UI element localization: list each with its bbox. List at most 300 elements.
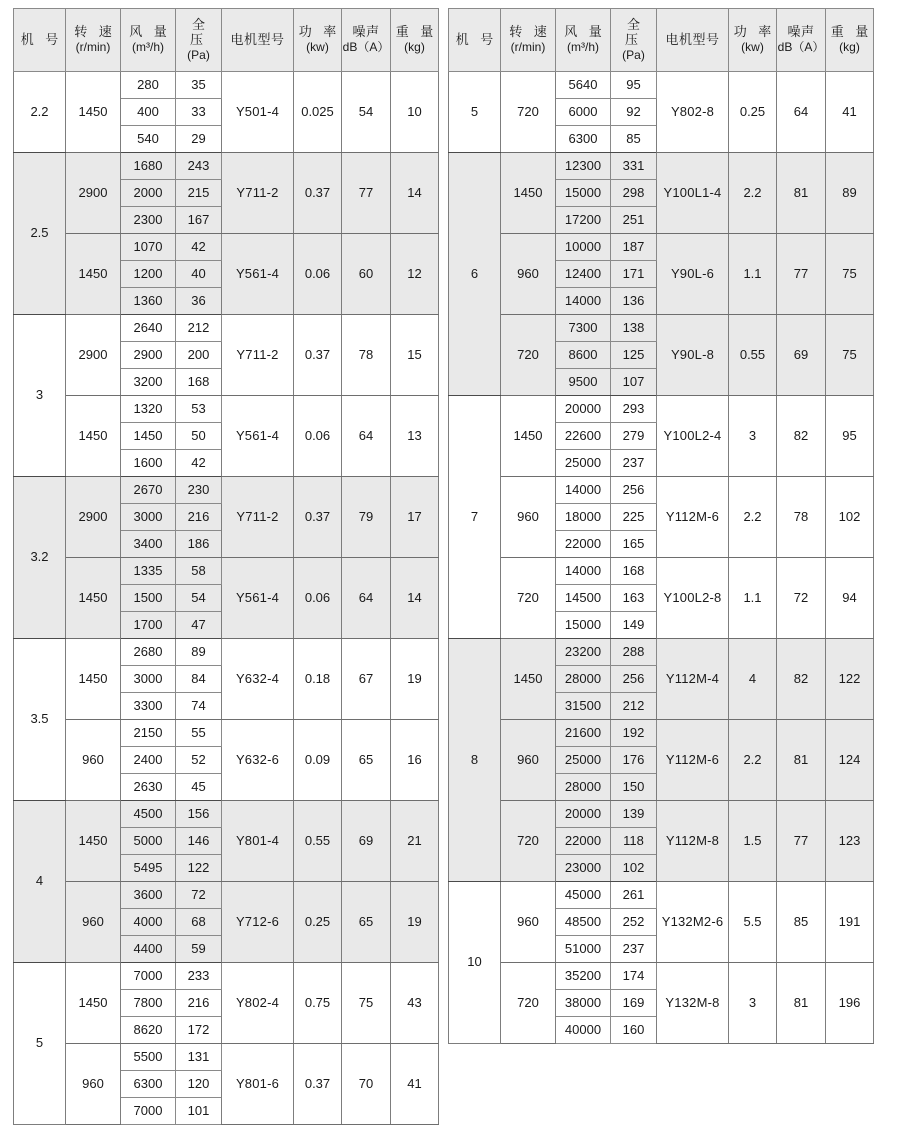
cell-weight: 19 [391,882,439,963]
cell-air-volume: 1335 [121,558,176,585]
cell-rotation-speed: 720 [501,558,556,639]
cell-noise: 75 [342,963,391,1044]
cell-air-volume: 1600 [121,450,176,477]
cell-rotation-speed: 960 [501,720,556,801]
cell-air-volume: 14000 [556,558,611,585]
cell-total-pressure: 40 [176,261,222,288]
cell-weight: 13 [391,396,439,477]
cell-air-volume: 7800 [121,990,176,1017]
cell-motor-model: Y711-2 [222,315,294,396]
cell-total-pressure: 72 [176,882,222,909]
cell-air-volume: 2670 [121,477,176,504]
column-header-total-pressure [611,9,657,72]
cell-air-volume: 22000 [556,531,611,558]
table-row [449,234,874,261]
cell-total-pressure: 167 [176,207,222,234]
table-row [14,234,439,261]
cell-total-pressure: 33 [176,99,222,126]
cell-air-volume: 6300 [121,1071,176,1098]
header-unit: (r/min) [75,40,111,55]
cell-air-volume: 2900 [121,342,176,369]
header-label: 噪声 [352,24,380,40]
cell-total-pressure: 230 [176,477,222,504]
cell-motor-model: Y801-4 [222,801,294,882]
cell-motor-model: Y90L-8 [657,315,729,396]
header-unit: dB（A） [777,40,825,55]
cell-motor-model: Y112M-6 [657,477,729,558]
cell-power: 0.37 [294,477,342,558]
cell-weight: 75 [826,315,874,396]
table-header-left [14,9,439,72]
cell-air-volume: 14500 [556,585,611,612]
table-row [14,639,439,666]
cell-power: 2.2 [729,720,777,801]
table-row [449,558,874,585]
column-header-rotation-speed [501,9,556,72]
cell-power: 0.55 [729,315,777,396]
cell-total-pressure: 150 [611,774,657,801]
cell-weight: 123 [826,801,874,882]
cell-power: 0.25 [294,882,342,963]
table-row [449,72,874,99]
cell-weight: 41 [826,72,874,153]
header-unit: (kw) [741,40,764,55]
cell-total-pressure: 156 [176,801,222,828]
header-unit: (Pa) [622,47,645,62]
cell-rotation-speed: 960 [66,882,121,963]
cell-rotation-speed: 720 [501,963,556,1044]
cell-motor-model: Y561-4 [222,558,294,639]
cell-power: 0.09 [294,720,342,801]
cell-air-volume: 25000 [556,747,611,774]
table-row [449,153,874,180]
cell-total-pressure: 95 [611,72,657,99]
cell-total-pressure: 29 [176,126,222,153]
cell-motor-model: Y100L2-8 [657,558,729,639]
table-row [449,396,874,423]
cell-total-pressure: 237 [611,936,657,963]
cell-total-pressure: 125 [611,342,657,369]
cell-air-volume: 9500 [556,369,611,396]
cell-total-pressure: 149 [611,612,657,639]
cell-motor-model: Y112M-4 [657,639,729,720]
table-row [14,963,439,990]
header-label: 电机型号 [665,31,720,47]
column-header-rotation-speed [66,9,121,72]
cell-air-volume: 1450 [121,423,176,450]
cell-air-volume: 7300 [556,315,611,342]
cell-machine-no: 7 [449,396,501,639]
cell-power: 0.06 [294,234,342,315]
cell-rotation-speed: 1450 [66,963,121,1044]
column-header-air-volume [556,9,611,72]
cell-noise: 78 [777,477,826,558]
table-row [14,477,439,504]
table-row [14,801,439,828]
cell-rotation-speed: 1450 [66,396,121,477]
table-row [449,315,874,342]
header-label: 风 量 [129,24,171,40]
cell-total-pressure: 252 [611,909,657,936]
table-row [449,801,874,828]
cell-air-volume: 5000 [121,828,176,855]
table-row [14,1044,439,1071]
cell-air-volume: 1700 [121,612,176,639]
cell-air-volume: 4500 [121,801,176,828]
cell-air-volume: 25000 [556,450,611,477]
cell-motor-model: Y711-2 [222,153,294,234]
column-header-air-volume [121,9,176,72]
column-header-weight [391,9,439,72]
table-body-right [449,72,874,1044]
cell-noise: 64 [342,396,391,477]
cell-total-pressure: 101 [176,1098,222,1125]
cell-motor-model: Y802-8 [657,72,729,153]
table-row [14,882,439,909]
cell-total-pressure: 92 [611,99,657,126]
cell-total-pressure: 237 [611,450,657,477]
table-row [449,963,874,990]
cell-rotation-speed: 960 [501,477,556,558]
cell-power: 1.1 [729,234,777,315]
header-row [14,9,439,72]
table-row [14,153,439,180]
cell-noise: 69 [342,801,391,882]
cell-total-pressure: 138 [611,315,657,342]
cell-noise: 64 [342,558,391,639]
table-row [449,639,874,666]
cell-rotation-speed: 720 [501,801,556,882]
cell-machine-no: 3.5 [14,639,66,801]
cell-air-volume: 31500 [556,693,611,720]
header-label: 转 速 [509,24,551,40]
fan-spec-table-right [448,8,874,1044]
header-unit: (kg) [839,40,860,55]
cell-machine-no: 5 [449,72,501,153]
cell-power: 1.5 [729,801,777,882]
cell-total-pressure: 50 [176,423,222,450]
cell-air-volume: 2150 [121,720,176,747]
header-unit: (kw) [306,40,329,55]
cell-total-pressure: 187 [611,234,657,261]
cell-rotation-speed: 1450 [501,639,556,720]
cell-noise: 81 [777,153,826,234]
header-unit: (r/min) [510,40,546,55]
cell-air-volume: 17200 [556,207,611,234]
cell-motor-model: Y632-6 [222,720,294,801]
cell-motor-model: Y100L1-4 [657,153,729,234]
fan-spec-table-left [13,8,439,1125]
cell-air-volume: 35200 [556,963,611,990]
column-header-machine-no [14,9,66,72]
cell-noise: 82 [777,639,826,720]
table-row [14,558,439,585]
cell-air-volume: 3600 [121,882,176,909]
cell-motor-model: Y801-6 [222,1044,294,1125]
cell-rotation-speed: 960 [501,882,556,963]
cell-total-pressure: 74 [176,693,222,720]
cell-air-volume: 280 [121,72,176,99]
cell-air-volume: 23000 [556,855,611,882]
cell-motor-model: Y100L2-4 [657,396,729,477]
cell-power: 0.37 [294,315,342,396]
cell-air-volume: 3200 [121,369,176,396]
cell-noise: 65 [342,882,391,963]
cell-noise: 77 [777,801,826,882]
cell-air-volume: 7000 [121,1098,176,1125]
cell-total-pressure: 192 [611,720,657,747]
cell-weight: 124 [826,720,874,801]
table-row [449,882,874,909]
cell-motor-model: Y112M-8 [657,801,729,882]
cell-power: 1.1 [729,558,777,639]
cell-total-pressure: 84 [176,666,222,693]
cell-total-pressure: 293 [611,396,657,423]
cell-machine-no: 3 [14,315,66,477]
cell-total-pressure: 169 [611,990,657,1017]
cell-air-volume: 21600 [556,720,611,747]
cell-total-pressure: 165 [611,531,657,558]
cell-air-volume: 2000 [121,180,176,207]
cell-weight: 17 [391,477,439,558]
cell-air-volume: 8620 [121,1017,176,1044]
cell-air-volume: 5500 [121,1044,176,1071]
header-unit: (Pa) [187,47,210,62]
cell-total-pressure: 42 [176,234,222,261]
cell-total-pressure: 256 [611,477,657,504]
cell-total-pressure: 174 [611,963,657,990]
cell-weight: 41 [391,1044,439,1125]
header-label: 全 压 [624,16,644,47]
cell-air-volume: 12400 [556,261,611,288]
cell-air-volume: 10000 [556,234,611,261]
cell-air-volume: 1680 [121,153,176,180]
cell-air-volume: 48500 [556,909,611,936]
cell-weight: 75 [826,234,874,315]
cell-air-volume: 6000 [556,99,611,126]
cell-motor-model: Y632-4 [222,639,294,720]
cell-noise: 72 [777,558,826,639]
cell-total-pressure: 35 [176,72,222,99]
header-label: 机 号 [455,31,498,47]
cell-noise: 77 [777,234,826,315]
header-unit: dB（A） [342,40,390,55]
cell-total-pressure: 212 [611,693,657,720]
cell-motor-model: Y561-4 [222,396,294,477]
cell-weight: 196 [826,963,874,1044]
cell-rotation-speed: 960 [501,234,556,315]
cell-machine-no: 8 [449,639,501,882]
cell-motor-model: Y132M-8 [657,963,729,1044]
cell-air-volume: 3400 [121,531,176,558]
cell-motor-model: Y132M2-6 [657,882,729,963]
table-row [14,720,439,747]
cell-air-volume: 2400 [121,747,176,774]
cell-machine-no: 4 [14,801,66,963]
cell-air-volume: 3300 [121,693,176,720]
cell-noise: 82 [777,396,826,477]
cell-power: 2.2 [729,477,777,558]
cell-weight: 14 [391,153,439,234]
cell-rotation-speed: 960 [66,720,121,801]
cell-rotation-speed: 1450 [66,639,121,720]
cell-air-volume: 2640 [121,315,176,342]
cell-total-pressure: 160 [611,1017,657,1044]
cell-air-volume: 1320 [121,396,176,423]
cell-total-pressure: 168 [611,558,657,585]
cell-air-volume: 3000 [121,504,176,531]
cell-weight: 12 [391,234,439,315]
cell-power: 4 [729,639,777,720]
cell-noise: 69 [777,315,826,396]
cell-total-pressure: 139 [611,801,657,828]
cell-air-volume: 51000 [556,936,611,963]
table-row [14,315,439,342]
cell-air-volume: 400 [121,99,176,126]
cell-total-pressure: 243 [176,153,222,180]
cell-air-volume: 4000 [121,909,176,936]
cell-total-pressure: 186 [176,531,222,558]
cell-motor-model: Y561-4 [222,234,294,315]
cell-rotation-speed: 2900 [66,315,121,396]
cell-power: 0.025 [294,72,342,153]
column-header-noise [777,9,826,72]
cell-total-pressure: 42 [176,450,222,477]
cell-machine-no: 5 [14,963,66,1125]
cell-noise: 79 [342,477,391,558]
cell-air-volume: 5640 [556,72,611,99]
cell-total-pressure: 176 [611,747,657,774]
header-label: 电机型号 [230,31,285,47]
cell-machine-no: 3.2 [14,477,66,639]
cell-total-pressure: 256 [611,666,657,693]
cell-total-pressure: 120 [176,1071,222,1098]
cell-noise: 77 [342,153,391,234]
cell-weight: 14 [391,558,439,639]
cell-air-volume: 1070 [121,234,176,261]
cell-rotation-speed: 2900 [66,477,121,558]
column-header-noise [342,9,391,72]
cell-total-pressure: 131 [176,1044,222,1071]
header-label: 转 速 [74,24,116,40]
cell-total-pressure: 52 [176,747,222,774]
column-header-total-pressure [176,9,222,72]
cell-total-pressure: 89 [176,639,222,666]
header-label: 全 压 [189,16,209,47]
cell-rotation-speed: 1450 [66,72,121,153]
cell-air-volume: 23200 [556,639,611,666]
cell-machine-no: 2.5 [14,153,66,315]
cell-total-pressure: 215 [176,180,222,207]
cell-motor-model: Y90L-6 [657,234,729,315]
cell-weight: 191 [826,882,874,963]
cell-air-volume: 15000 [556,180,611,207]
cell-total-pressure: 146 [176,828,222,855]
cell-noise: 64 [777,72,826,153]
cell-air-volume: 5495 [121,855,176,882]
cell-total-pressure: 163 [611,585,657,612]
cell-power: 0.55 [294,801,342,882]
cell-air-volume: 4400 [121,936,176,963]
table-row [14,396,439,423]
cell-total-pressure: 200 [176,342,222,369]
cell-power: 0.06 [294,558,342,639]
cell-weight: 89 [826,153,874,234]
header-label: 机 号 [20,31,63,47]
cell-air-volume: 22000 [556,828,611,855]
cell-weight: 94 [826,558,874,639]
cell-noise: 81 [777,720,826,801]
cell-power: 0.18 [294,639,342,720]
cell-weight: 16 [391,720,439,801]
cell-weight: 15 [391,315,439,396]
cell-power: 3 [729,396,777,477]
cell-air-volume: 8600 [556,342,611,369]
column-header-weight [826,9,874,72]
cell-noise: 81 [777,963,826,1044]
cell-power: 0.25 [729,72,777,153]
cell-air-volume: 45000 [556,882,611,909]
cell-total-pressure: 212 [176,315,222,342]
cell-air-volume: 1200 [121,261,176,288]
cell-motor-model: Y802-4 [222,963,294,1044]
column-header-power [294,9,342,72]
cell-power: 5.5 [729,882,777,963]
cell-total-pressure: 54 [176,585,222,612]
cell-power: 2.2 [729,153,777,234]
header-label: 功 率 [733,24,776,40]
cell-total-pressure: 225 [611,504,657,531]
cell-noise: 65 [342,720,391,801]
cell-total-pressure: 251 [611,207,657,234]
cell-total-pressure: 53 [176,396,222,423]
cell-total-pressure: 58 [176,558,222,585]
cell-air-volume: 7000 [121,963,176,990]
cell-rotation-speed: 720 [501,72,556,153]
cell-rotation-speed: 960 [66,1044,121,1125]
table-body-left [14,72,439,1125]
cell-air-volume: 1360 [121,288,176,315]
cell-rotation-speed: 2900 [66,153,121,234]
cell-air-volume: 12300 [556,153,611,180]
cell-weight: 95 [826,396,874,477]
cell-machine-no: 10 [449,882,501,1044]
cell-total-pressure: 171 [611,261,657,288]
cell-air-volume: 2630 [121,774,176,801]
cell-rotation-speed: 1450 [66,801,121,882]
header-label: 噪声 [787,24,815,40]
column-header-motor-model [657,9,729,72]
cell-air-volume: 22600 [556,423,611,450]
cell-total-pressure: 68 [176,909,222,936]
cell-air-volume: 40000 [556,1017,611,1044]
column-header-machine-no [449,9,501,72]
table-row [449,477,874,504]
cell-total-pressure: 107 [611,369,657,396]
cell-total-pressure: 45 [176,774,222,801]
cell-noise: 60 [342,234,391,315]
cell-total-pressure: 36 [176,288,222,315]
header-label: 风 量 [564,24,606,40]
cell-total-pressure: 55 [176,720,222,747]
table-header-right [449,9,874,72]
cell-rotation-speed: 1450 [501,153,556,234]
cell-air-volume: 14000 [556,288,611,315]
cell-total-pressure: 298 [611,180,657,207]
cell-noise: 54 [342,72,391,153]
cell-machine-no: 6 [449,153,501,396]
cell-rotation-speed: 1450 [66,234,121,315]
